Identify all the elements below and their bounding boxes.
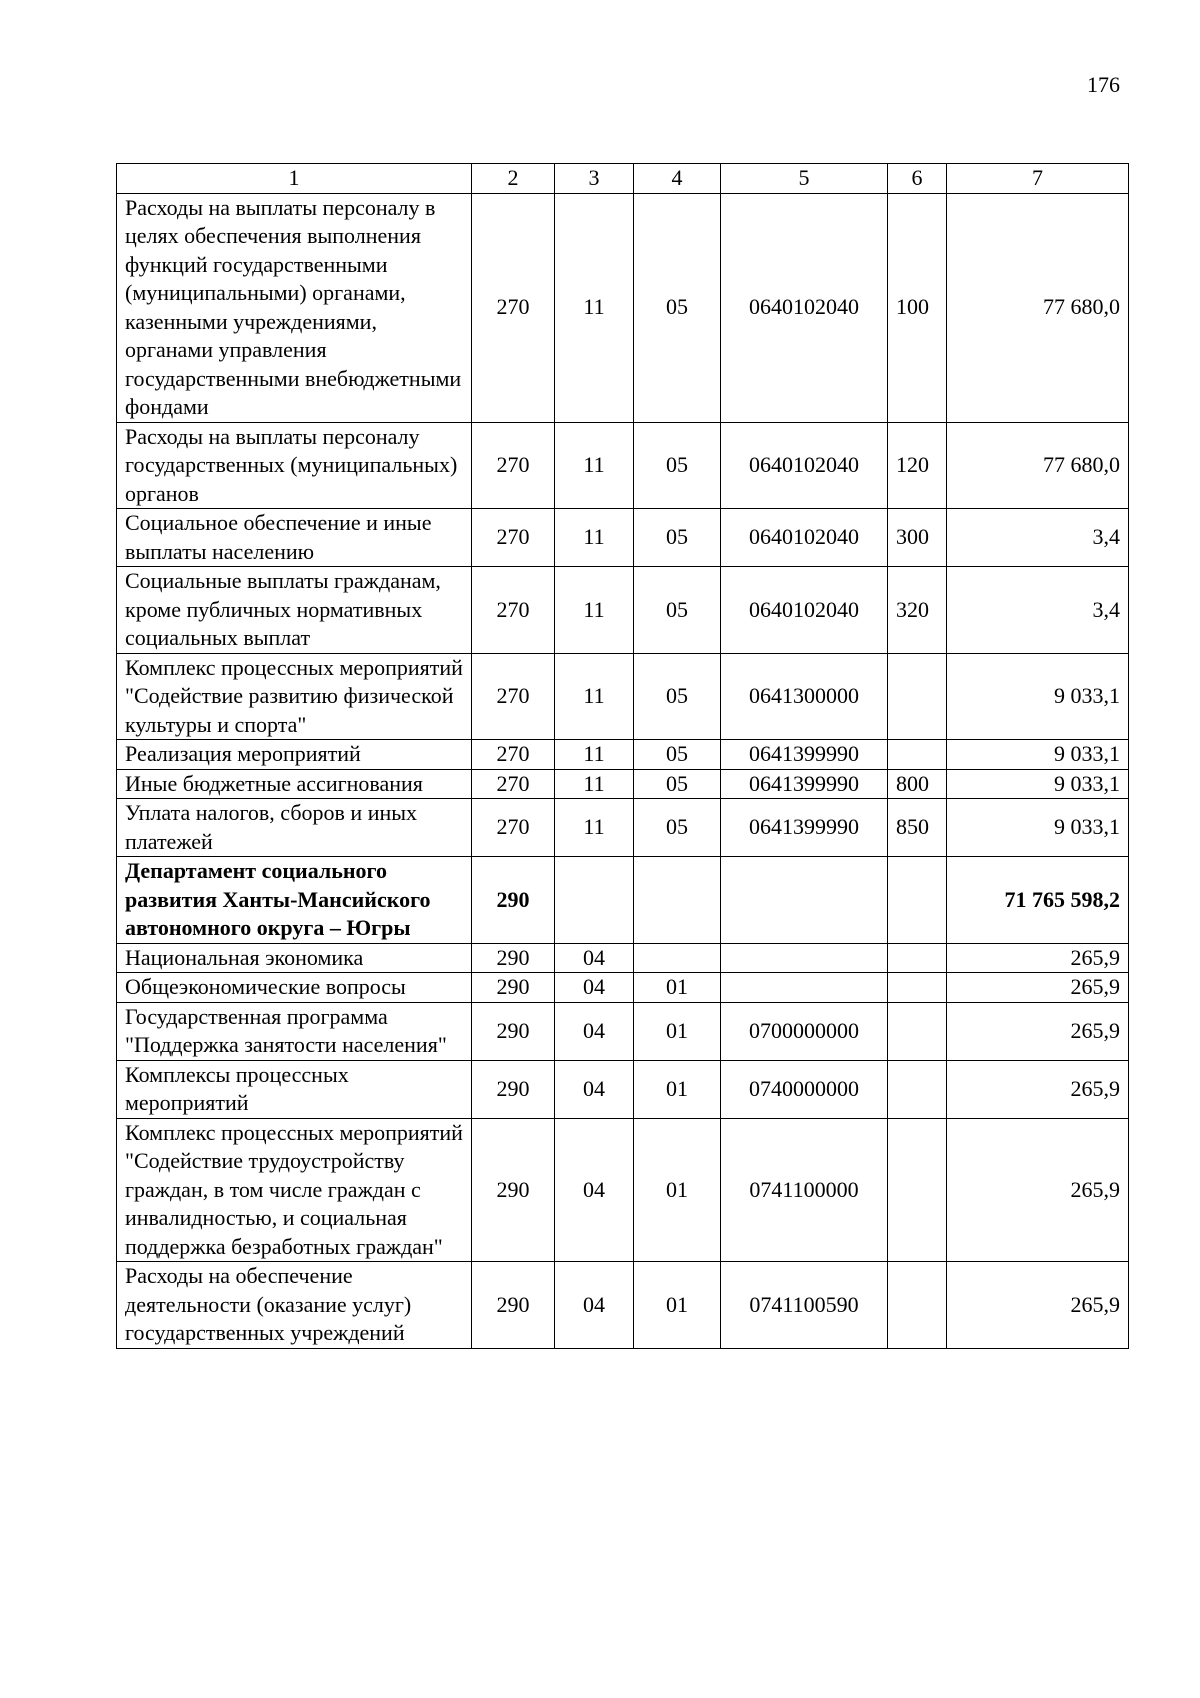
- row-name-cell: Расходы на выплаты персоналу в целях обеспечения выполнения функций государственными (муниципальными) органами, казенными учреждениями, органами управления государственными внебюджетными фондами: [117, 193, 472, 422]
- row-value-cell: 100: [888, 193, 947, 422]
- table-row: [117, 1002, 1129, 1060]
- row-value-cell: 77 680,0: [947, 422, 1129, 509]
- table-row: [117, 740, 1129, 770]
- row-value-cell: [888, 740, 947, 770]
- table-row: [117, 1262, 1129, 1349]
- row-value-cell: [721, 973, 888, 1003]
- row-value-cell: 270: [472, 740, 555, 770]
- column-header: 1: [117, 164, 472, 194]
- row-value-cell: 05: [634, 509, 721, 567]
- row-value-cell: 0641399990: [721, 740, 888, 770]
- row-value-cell: 0741100590: [721, 1262, 888, 1349]
- row-name-cell: Уплата налогов, сборов и иных платежей: [117, 799, 472, 857]
- row-value-cell: 265,9: [947, 1262, 1129, 1349]
- row-value-cell: 270: [472, 769, 555, 799]
- row-value-cell: 04: [555, 973, 634, 1003]
- row-value-cell: 01: [634, 1262, 721, 1349]
- row-value-cell: 05: [634, 653, 721, 740]
- row-value-cell: [721, 857, 888, 944]
- page-number: 176: [1087, 72, 1120, 97]
- column-header: 6: [888, 164, 947, 194]
- row-value-cell: 320: [888, 567, 947, 654]
- row-value-cell: 0741100000: [721, 1118, 888, 1262]
- column-header: 4: [634, 164, 721, 194]
- row-value-cell: 11: [555, 422, 634, 509]
- row-value-cell: 265,9: [947, 1002, 1129, 1060]
- row-value-cell: 11: [555, 509, 634, 567]
- row-value-cell: 77 680,0: [947, 193, 1129, 422]
- row-value-cell: [555, 857, 634, 944]
- row-value-cell: 04: [555, 1060, 634, 1118]
- row-value-cell: 9 033,1: [947, 769, 1129, 799]
- table-row: [117, 509, 1129, 567]
- row-value-cell: 9 033,1: [947, 653, 1129, 740]
- row-value-cell: 850: [888, 799, 947, 857]
- row-name-cell: Расходы на обеспечение деятельности (оказание услуг) государственных учреждений: [117, 1262, 472, 1349]
- row-value-cell: 11: [555, 193, 634, 422]
- row-name-cell: Национальная экономика: [117, 943, 472, 973]
- row-value-cell: 11: [555, 799, 634, 857]
- row-name-cell: Комплексы процессных мероприятий: [117, 1060, 472, 1118]
- table-row: [117, 799, 1129, 857]
- row-value-cell: 01: [634, 973, 721, 1003]
- table-row: [117, 653, 1129, 740]
- row-value-cell: 0640102040: [721, 567, 888, 654]
- table-row: [117, 1118, 1129, 1262]
- row-value-cell: [888, 857, 947, 944]
- row-value-cell: 01: [634, 1002, 721, 1060]
- row-value-cell: 11: [555, 740, 634, 770]
- table-row: [117, 193, 1129, 422]
- row-value-cell: 0641399990: [721, 769, 888, 799]
- row-value-cell: 05: [634, 422, 721, 509]
- row-value-cell: 290: [472, 1002, 555, 1060]
- row-value-cell: 04: [555, 1262, 634, 1349]
- row-value-cell: [721, 943, 888, 973]
- row-name-cell: Комплекс процессных мероприятий "Содействие трудоустройству граждан, в том числе граждан с инвалидностью, и социальная поддержка безработных граждан": [117, 1118, 472, 1262]
- row-value-cell: 290: [472, 1118, 555, 1262]
- column-header: 2: [472, 164, 555, 194]
- row-value-cell: [888, 1118, 947, 1262]
- table-row: [117, 1060, 1129, 1118]
- row-value-cell: 05: [634, 193, 721, 422]
- row-value-cell: 3,4: [947, 509, 1129, 567]
- table-row: [117, 973, 1129, 1003]
- row-value-cell: 270: [472, 193, 555, 422]
- row-value-cell: 265,9: [947, 943, 1129, 973]
- row-value-cell: 290: [472, 1060, 555, 1118]
- row-value-cell: 0641300000: [721, 653, 888, 740]
- row-value-cell: 11: [555, 653, 634, 740]
- row-value-cell: [634, 943, 721, 973]
- row-value-cell: 0640102040: [721, 422, 888, 509]
- row-value-cell: 270: [472, 509, 555, 567]
- row-name-cell: Социальные выплаты гражданам, кроме публичных нормативных социальных выплат: [117, 567, 472, 654]
- row-name-cell: Общеэкономические вопросы: [117, 973, 472, 1003]
- row-value-cell: 0700000000: [721, 1002, 888, 1060]
- row-value-cell: 9 033,1: [947, 799, 1129, 857]
- row-value-cell: 05: [634, 740, 721, 770]
- table-row: [117, 567, 1129, 654]
- row-value-cell: 04: [555, 1118, 634, 1262]
- row-value-cell: 270: [472, 653, 555, 740]
- table-row: [117, 769, 1129, 799]
- table-row: [117, 943, 1129, 973]
- row-value-cell: [888, 653, 947, 740]
- row-value-cell: [634, 857, 721, 944]
- row-name-cell: Реализация мероприятий: [117, 740, 472, 770]
- row-value-cell: [888, 1060, 947, 1118]
- row-value-cell: 270: [472, 567, 555, 654]
- row-value-cell: 11: [555, 769, 634, 799]
- row-value-cell: 800: [888, 769, 947, 799]
- column-header: 3: [555, 164, 634, 194]
- row-value-cell: 270: [472, 422, 555, 509]
- row-value-cell: [888, 1262, 947, 1349]
- row-name-cell: Государственная программа "Поддержка занятости населения": [117, 1002, 472, 1060]
- row-value-cell: 3,4: [947, 567, 1129, 654]
- row-value-cell: 01: [634, 1118, 721, 1262]
- row-value-cell: 290: [472, 857, 555, 944]
- column-header: 7: [947, 164, 1129, 194]
- row-value-cell: [888, 973, 947, 1003]
- row-value-cell: 01: [634, 1060, 721, 1118]
- row-value-cell: 11: [555, 567, 634, 654]
- row-value-cell: 0641399990: [721, 799, 888, 857]
- row-value-cell: [888, 1002, 947, 1060]
- row-value-cell: 0640102040: [721, 509, 888, 567]
- row-value-cell: 0740000000: [721, 1060, 888, 1118]
- row-value-cell: 290: [472, 943, 555, 973]
- row-name-cell: Иные бюджетные ассигнования: [117, 769, 472, 799]
- row-value-cell: 300: [888, 509, 947, 567]
- row-value-cell: 05: [634, 567, 721, 654]
- row-value-cell: 265,9: [947, 973, 1129, 1003]
- row-value-cell: 04: [555, 943, 634, 973]
- row-value-cell: 290: [472, 1262, 555, 1349]
- row-value-cell: 265,9: [947, 1118, 1129, 1262]
- row-name-cell: Комплекс процессных мероприятий "Содействие развитию физической культуры и спорта": [117, 653, 472, 740]
- table-row: [117, 422, 1129, 509]
- row-value-cell: 9 033,1: [947, 740, 1129, 770]
- row-value-cell: 0640102040: [721, 193, 888, 422]
- row-value-cell: 05: [634, 799, 721, 857]
- row-name-cell: Социальное обеспечение и иные выплаты населению: [117, 509, 472, 567]
- column-header: 5: [721, 164, 888, 194]
- row-name-cell: Расходы на выплаты персоналу государственных (муниципальных) органов: [117, 422, 472, 509]
- row-value-cell: 71 765 598,2: [947, 857, 1129, 944]
- row-value-cell: 265,9: [947, 1060, 1129, 1118]
- table-header-row: [117, 164, 1129, 194]
- row-name-cell: Департамент социального развития Ханты-Мансийского автономного округа – Югры: [117, 857, 472, 944]
- row-value-cell: 270: [472, 799, 555, 857]
- row-value-cell: 290: [472, 973, 555, 1003]
- row-value-cell: 04: [555, 1002, 634, 1060]
- row-value-cell: [888, 943, 947, 973]
- budget-table: [116, 163, 1129, 1349]
- row-value-cell: 120: [888, 422, 947, 509]
- row-value-cell: 05: [634, 769, 721, 799]
- table-row: [117, 857, 1129, 944]
